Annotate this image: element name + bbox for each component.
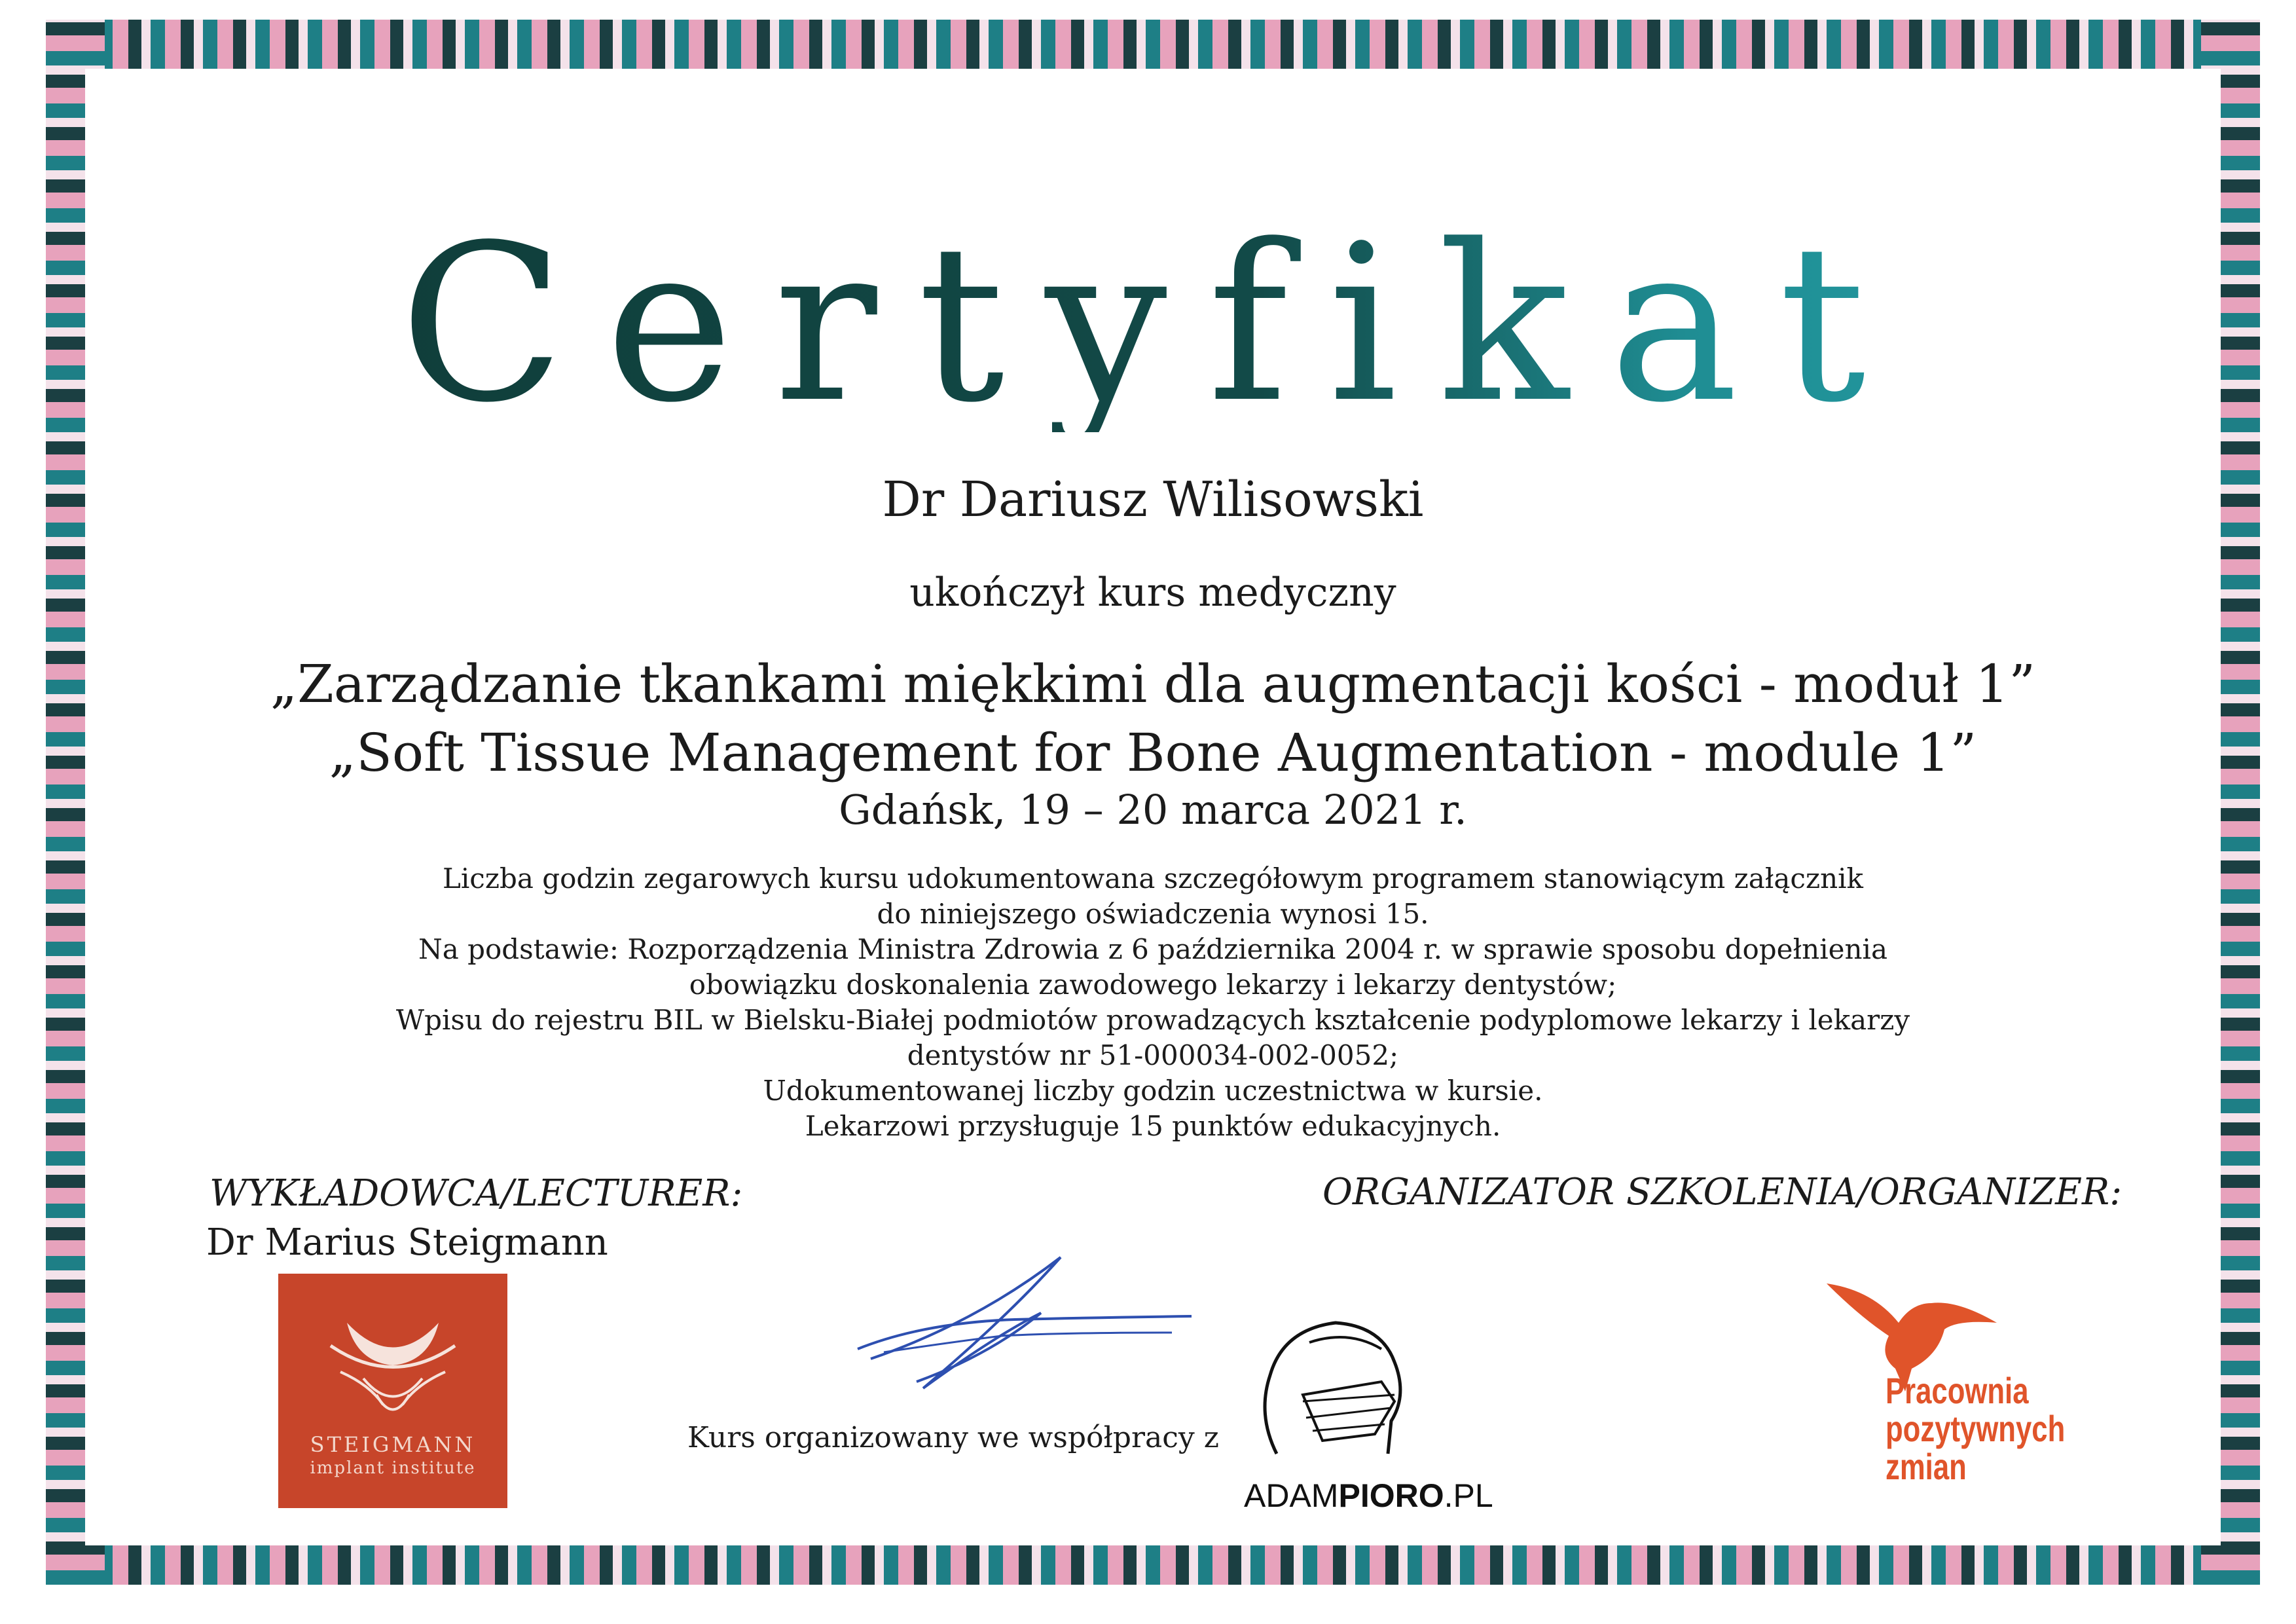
legal-line: Wpisu do rejestru BIL w Bielsku-Białej podmiotów prowadzących kształcenie podyplomowe lekarzy i lekarzy [395, 1004, 1910, 1036]
cooperation-text: Kurs organizowany we współpracy z [687, 1421, 1219, 1454]
course-place-date: Gdańsk, 19 – 20 marca 2021 r. [839, 786, 1467, 834]
steigmann-logo [278, 1274, 507, 1508]
legal-line: obowiązku doskonalenia zawodowego lekarzy i lekarzy dentystów; [689, 969, 1617, 1001]
certificate-title: Certyfikat [85, 216, 2221, 432]
lecturer-name: Dr Marius Steigmann [206, 1221, 608, 1264]
legal-line: Lekarzowi przysługuje 15 punktów edukacyjnych. [805, 1110, 1501, 1142]
lecturer-heading: WYKŁADOWCA/LECTURER: [210, 1172, 743, 1215]
steigmann-subtitle: implant institute [310, 1458, 476, 1478]
steigmann-emblem-icon [278, 1274, 507, 1431]
completion-text: ukończył kurs medyczny [909, 570, 1396, 616]
pracownia-logo-text: Pracownia pozytywnych zmian [1886, 1370, 2066, 1487]
adampioro-logo-text: ADAMPIORO.PL [1244, 1477, 1493, 1514]
steigmann-name: STEIGMANN [310, 1432, 476, 1457]
adampioro-portrait-icon [1231, 1303, 1440, 1473]
legal-line: Liczba godzin zegarowych kursu udokumentowana szczegółowym programem stanowiącym załącznik [442, 862, 1863, 895]
organizer-heading: ORGANIZATOR SZKOLENIA/ORGANIZER: [1322, 1171, 2123, 1213]
course-title-pl: „Zarządzanie tkankami miękkimi dla augmentacji kości - moduł 1” [270, 654, 2036, 714]
legal-line: Udokumentowanej liczby godzin uczestnictwa w kursie. [763, 1075, 1543, 1107]
legal-line: do niniejszego oświadczenia wynosi 15. [877, 898, 1429, 930]
legal-line: Na podstawie: Rozporządzenia Ministra Zdrowia z 6 października 2004 r. w sprawie sposobu dopełnienia [418, 933, 1888, 965]
course-title-en: „Soft Tissue Management for Bone Augmentation - module 1” [329, 722, 1977, 783]
legal-line: dentystów nr 51-000034-002-0052; [907, 1039, 1399, 1071]
legal-notice [85, 861, 2221, 1144]
recipient-name: Dr Dariusz Wilisowski [882, 471, 1424, 528]
signature-icon [845, 1244, 1211, 1395]
